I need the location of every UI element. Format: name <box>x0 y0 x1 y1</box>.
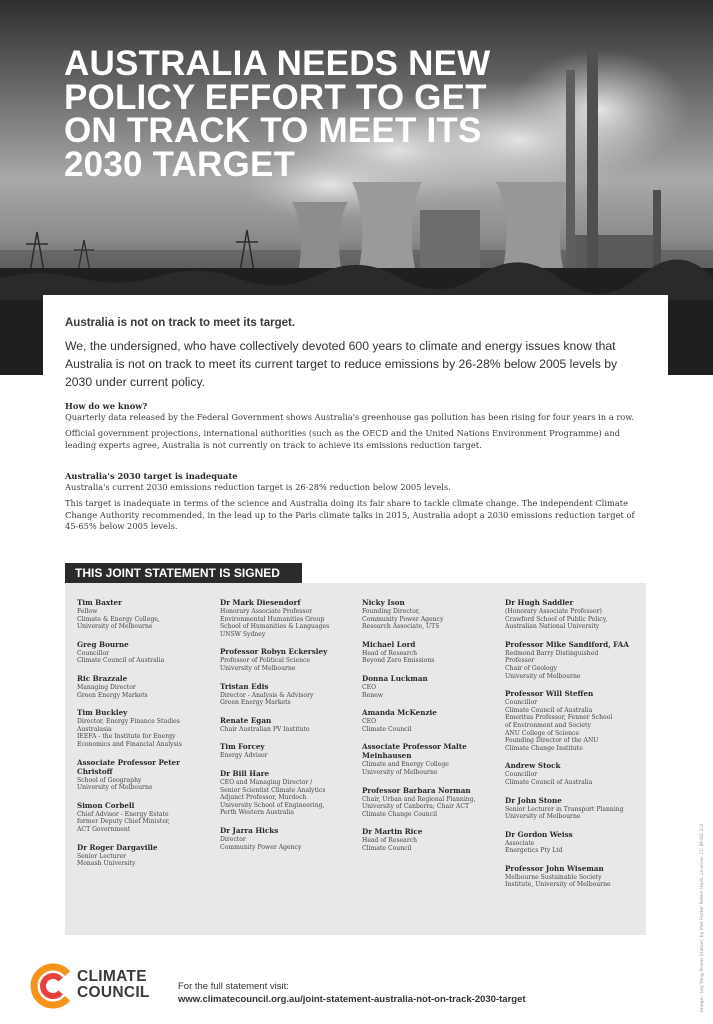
signatory <box>77 640 215 665</box>
signatory-affiliation: Economics and Financial Analysis <box>77 740 182 748</box>
signatory <box>220 716 358 734</box>
signatories-panel <box>65 583 646 935</box>
signatory <box>505 864 643 889</box>
signatory <box>77 674 215 699</box>
signatory <box>505 689 643 752</box>
signatory <box>362 598 500 631</box>
signatory <box>505 761 643 786</box>
signatory-affiliation: Climate Council <box>362 725 412 733</box>
signatory-affiliation: CEO and Managing Director / <box>220 778 313 786</box>
signatory-affiliation: Perth Western Australia <box>220 809 294 817</box>
signatory-affiliation: Director <box>220 835 246 843</box>
section-paragraph: Australia's current 2030 emissions reduction target is 26-28% reduction below 2005 levels. <box>65 482 451 493</box>
signatory-affiliation: Environmental Humanities Group <box>220 615 325 623</box>
signatory-affiliation: Climate & Energy College, <box>77 615 160 623</box>
signatory-affiliation: Renew <box>362 691 383 699</box>
logo-text-line2: COUNCIL <box>77 984 150 1001</box>
signatory-affiliation: Chief Advisor - Energy Estate <box>77 810 169 818</box>
signatories-column <box>77 598 215 877</box>
signatory-affiliation: CEO <box>362 683 377 691</box>
signatory-affiliation: Community Power Agency <box>362 615 444 623</box>
section-heading: How do we know? <box>65 401 148 411</box>
image-credit: Image: 'Loy Yang Power Station' by Mat Foster Rekon Hartl. License: CC BY-ND 2.0 <box>700 823 705 1012</box>
signatories-column <box>220 598 358 860</box>
signatories-column <box>362 598 500 862</box>
signatory-name: Ric Brazzale <box>77 673 128 683</box>
signatory-affiliation: Green Energy Markets <box>77 691 148 699</box>
signatory-affiliation: Community Power Agency <box>220 843 302 851</box>
signatory-affiliation: Melbourne Sustainable Society <box>505 873 602 881</box>
signatory-affiliation: former Deputy Chief Minister, <box>77 818 170 826</box>
signatory-affiliation: Research Associate, UTS <box>362 623 440 631</box>
signatory-name: Nicky Ison <box>362 598 405 607</box>
signatory-affiliation: University of Melbourne <box>77 623 153 631</box>
signatory <box>220 769 358 817</box>
signatory-affiliation: Crawford School of Public Policy, <box>505 615 608 623</box>
signatory-affiliation: Director - Analysis & Advisory <box>220 691 314 699</box>
signatory-affiliation: Chair Australian PV Institute <box>220 725 310 733</box>
signatory-name: Amanda McKenzie <box>362 708 437 718</box>
signatory-name: Tim Buckley <box>77 708 128 718</box>
signatory-affiliation: CEO <box>362 718 377 726</box>
signatory-affiliation: Head of Research <box>362 649 418 657</box>
signatory-name: Simon Corbell <box>77 800 135 810</box>
signatory-name: Andrew Stock <box>505 761 561 771</box>
signatory-name: Professor Barbara Norman <box>362 785 471 795</box>
signatory-affiliation: Climate Change Institute <box>505 744 583 752</box>
signatory-name: Dr Jarra Hicks <box>220 825 279 835</box>
signatory-affiliation: University of Melbourne <box>362 768 438 776</box>
signatory-name: Dr Martin Rice <box>362 827 423 837</box>
signatory-affiliation: Founding Director of the ANU <box>505 737 599 745</box>
signatory-affiliation: School of Humanities & Languages <box>220 623 330 631</box>
signatory-affiliation: Senior Scientist Climate Analytics <box>220 786 326 794</box>
signatory-name: Dr Mark Diesendorf <box>220 598 301 607</box>
section-paragraph: Official government projections, international authorities (such as the OECD and the United Nations Environment Programme) and leading experts agree, Australia is not currently on track to achieve its emissions reduction target. <box>65 428 621 450</box>
logo-mark-icon <box>30 963 76 1009</box>
signatory-name: Dr Bill Hare <box>220 768 270 778</box>
footer-lead: For the full statement visit: <box>178 981 289 992</box>
signatory-name: Greg Bourne <box>77 639 129 649</box>
signatory-name: Dr John Stone <box>505 795 562 805</box>
signatory-name: Professor Mike Sandiford, FAA <box>505 639 629 649</box>
signatory-name: Renate Egan <box>220 715 272 725</box>
signatory-name: Tim Forcey <box>220 742 265 752</box>
signatory-affiliation: Chair of Geology <box>505 664 557 672</box>
signatory <box>77 843 215 868</box>
signatory-affiliation: Senior Lecturer in Transport Planning <box>505 805 624 813</box>
signatory <box>362 786 500 819</box>
signatory-affiliation: ACT Government <box>77 825 131 833</box>
signatory-affiliation: Redmond Barry Distinguished <box>505 649 599 657</box>
signatory-affiliation: Australian National University <box>505 623 600 631</box>
signatory-affiliation: Senior Lecturer <box>77 852 127 860</box>
signatory-affiliation: Energy Advisor <box>220 752 268 760</box>
signatory-name: Donna Luckman <box>362 673 428 683</box>
signatory <box>505 640 643 680</box>
signatory-affiliation: Founding Director, <box>362 608 421 615</box>
signatory <box>505 796 643 821</box>
signatory-affiliation: UNSW Sydney <box>220 630 266 638</box>
signatory-affiliation: Councillor <box>505 699 538 707</box>
signatory-affiliation: Fellow <box>77 608 98 615</box>
signatory-name: Associate Professor Malte Meinhausen <box>362 742 467 761</box>
signatory-affiliation: University of Canberra; Chair ACT <box>362 803 470 811</box>
signatory-affiliation: University of Melbourne <box>77 784 153 792</box>
signatory-affiliation: University of Melbourne <box>505 672 581 680</box>
signatory <box>505 830 643 855</box>
signatory <box>220 826 358 851</box>
signatory-name: Associate Professor Peter Christoff <box>77 757 180 776</box>
signatory-name: Professor Will Steffen <box>505 689 594 699</box>
signatory-affiliation: Climate Council <box>362 844 412 852</box>
signatory <box>220 742 358 760</box>
intro-lead: Australia is not on track to meet its target. <box>65 317 296 329</box>
section-target-inadequate <box>65 471 650 537</box>
signatory-affiliation: Green Energy Markets <box>220 699 291 707</box>
climate-council-logo[interactable] <box>30 963 180 1009</box>
signatory-name: Dr Hugh Saddler <box>505 598 574 607</box>
signatory-affiliation: Energetics Pty Ltd <box>505 847 563 855</box>
signatory-affiliation: Associate <box>505 839 535 847</box>
signatory <box>77 598 215 631</box>
signatory <box>77 758 215 792</box>
signatory-name: Professor John Wiseman <box>505 863 604 873</box>
signatory-affiliation: University School of Engineering, <box>220 801 325 809</box>
signatory <box>77 801 215 834</box>
signatory-affiliation: Adjunct Professor, Murdoch <box>220 794 307 802</box>
signatory <box>220 682 358 707</box>
signatories-column <box>505 598 643 898</box>
signatory-name: Dr Gordon Weiss <box>505 829 573 839</box>
signatories-banner: THIS JOINT STATEMENT IS SIGNED <box>65 563 302 583</box>
signatory-affiliation: University of Melbourne <box>220 664 296 672</box>
signatory-affiliation: (Honorary Associate Professor) <box>505 608 602 615</box>
signatory <box>362 827 500 852</box>
signatory-affiliation: Climate and Energy College <box>362 761 449 769</box>
signatory-affiliation: Councillor <box>505 771 538 779</box>
signatory-name: Professor Robyn Eckersley <box>220 647 328 657</box>
signatory-affiliation: Professor of Political Science <box>220 657 311 665</box>
signatory-affiliation: ANU College of Science <box>505 729 580 737</box>
signatory-name: Dr Roger Dargaville <box>77 842 158 852</box>
signatory-affiliation: Honorary Associate Professor <box>220 608 313 615</box>
signatory-affiliation: University of Melbourne <box>505 813 581 821</box>
signatory-name: Michael Lord <box>362 639 416 649</box>
intro-box <box>43 295 668 389</box>
signatory-affiliation: Institute, University of Melbourne <box>505 881 611 889</box>
signatory-affiliation: Climate Council of Australia <box>505 778 593 786</box>
signatory <box>362 708 500 733</box>
signatory-affiliation: Chair, Urban and Regional Planning, <box>362 795 476 803</box>
signatory-affiliation: Director, Energy Finance Studies <box>77 718 180 726</box>
intro-body: We, the undersigned, who have collectively devoted 600 years to climate and energy issues know that Australia is not on track to meet its current target to reduce emissions by 26-28% below 2005 levels by 2030 under current policy. <box>65 339 618 389</box>
signatory-affiliation: Australasia <box>77 725 112 733</box>
signatory <box>77 708 215 748</box>
signatory-affiliation: of Environment and Society <box>505 721 591 729</box>
signatory-affiliation: IEEFA - the Institute for Energy <box>77 733 176 741</box>
logo-text-line1: CLIMATE <box>77 968 147 985</box>
signatory-affiliation: Emeritus Professor, Fenner School <box>505 714 613 722</box>
signatory <box>220 598 358 638</box>
signatory-affiliation: Councillor <box>77 649 110 657</box>
signatory-affiliation: Professor <box>505 657 535 665</box>
section-how-do-we-know <box>65 401 650 456</box>
section-paragraph: Quarterly data released by the Federal Government shows Australia's greenhouse gas pollution has been rising for four years in a row. <box>65 412 635 423</box>
signatory <box>505 598 643 631</box>
signatory-affiliation: Monash University <box>77 860 136 868</box>
signatory-affiliation: Climate Council of Australia <box>505 706 593 714</box>
signatory-affiliation: Beyond Zero Emissions <box>362 657 435 665</box>
signatory <box>362 674 500 699</box>
signatory-affiliation: Head of Research <box>362 837 418 845</box>
signatory-affiliation: Climate Council of Australia <box>77 657 165 665</box>
signatory-name: Tristan Edis <box>220 681 269 691</box>
signatory <box>362 742 500 776</box>
signatory <box>362 640 500 665</box>
signatory-affiliation: School of Geography <box>77 776 142 784</box>
section-paragraph: This target is inadequate in terms of the science and Australia doing its fair share to tackle climate change. The independent Climate Change Authority recommended, in the lead up to the Paris climate talks in 2015, Australia adopt a 2030 emissions reduction target of 45-65% below 2005 levels. <box>65 498 635 531</box>
signatory <box>220 647 358 672</box>
signatory-name: Tim Baxter <box>77 598 122 607</box>
section-heading: Australia's 2030 target is inadequate <box>65 471 238 481</box>
signatory-affiliation: Managing Director <box>77 683 136 691</box>
signatory-affiliation: Climate Change Council <box>362 810 438 818</box>
page-title: AUSTRALIA NEEDS NEW POLICY EFFORT TO GET ON TRACK TO MEET ITS 2030 TARGET <box>64 44 491 184</box>
footer-url-link[interactable]: www.climatecouncil.org.au/joint-statement-australia-not-on-track-2030-target <box>178 994 526 1005</box>
